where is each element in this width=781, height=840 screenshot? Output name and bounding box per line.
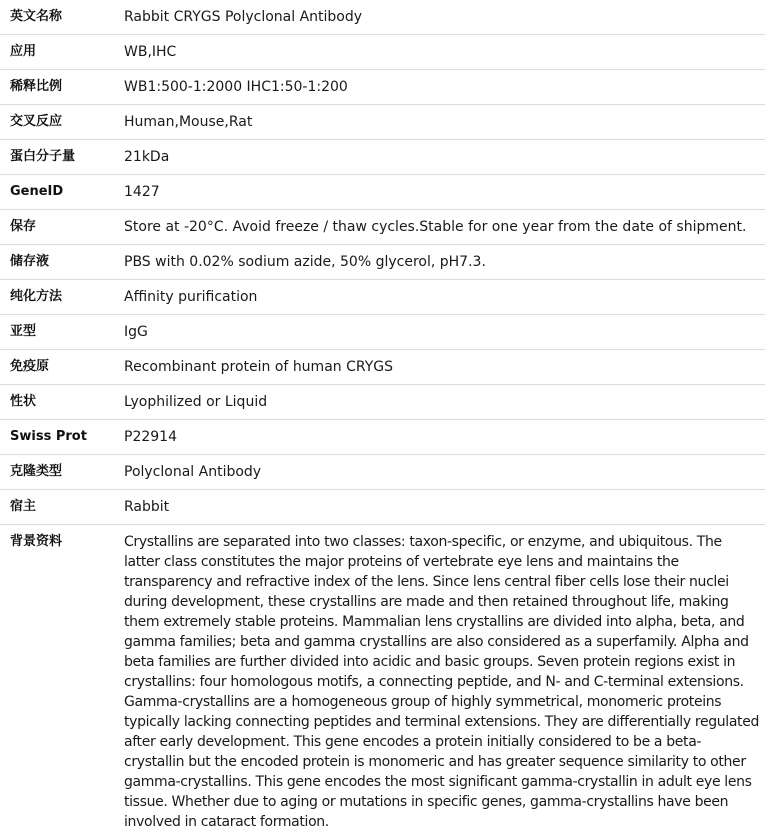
spec-label: 背景资料 — [10, 534, 63, 549]
spec-value: Recombinant protein of human CRYGS — [124, 350, 765, 385]
spec-row-english-name — [0, 0, 765, 35]
spec-value: 21kDa — [124, 140, 765, 175]
spec-value: P22914 — [124, 420, 765, 455]
spec-label: 交叉反应 — [0, 105, 124, 140]
spec-value: Polyclonal Antibody — [124, 455, 765, 490]
spec-value: WB,IHC — [124, 35, 765, 70]
spec-row-swiss-prot — [0, 420, 765, 455]
spec-value: 1427 — [124, 175, 765, 210]
spec-label: 纯化方法 — [0, 280, 124, 315]
spec-label: Swiss Prot — [0, 420, 124, 455]
spec-label: 性状 — [0, 385, 124, 420]
spec-label: 英文名称 — [0, 0, 124, 35]
spec-row-purification — [0, 280, 765, 315]
spec-label: 亚型 — [0, 315, 124, 350]
spec-row-clonality — [0, 455, 765, 490]
spec-row-dilution — [0, 70, 765, 105]
spec-label: GeneID — [0, 175, 124, 210]
spec-row-immunogen — [0, 350, 765, 385]
spec-row-storage — [0, 210, 765, 245]
spec-label: 保存 — [0, 210, 124, 245]
spec-row-form — [0, 385, 765, 420]
spec-value: Rabbit CRYGS Polyclonal Antibody — [124, 0, 765, 35]
spec-value: Rabbit — [124, 490, 765, 525]
spec-label: 蛋白分子量 — [0, 140, 124, 175]
spec-row-storage-buffer — [0, 245, 765, 280]
spec-label: 稀释比例 — [0, 70, 124, 105]
spec-value: IgG — [124, 315, 765, 350]
spec-value: Human,Mouse,Rat — [124, 105, 765, 140]
spec-label: 储存液 — [0, 245, 124, 280]
spec-value: Lyophilized or Liquid — [124, 385, 765, 420]
spec-value: PBS with 0.02% sodium azide, 50% glycerol, pH7.3. — [124, 245, 765, 280]
spec-value: Affinity purification — [124, 280, 765, 315]
background-paragraph: Crystallins are separated into two classes: taxon-specific, or enzyme, and ubiquitous. The latter class constitutes the major proteins of vertebrate eye lens and maintains the transparency and refractive index of the lens. Since lens central fiber cells lose their nuclei during development, these crystallins are made and then retained throughout life, making them extremely stable proteins. Mammalian lens crystallins are divided into alpha, beta, and gamma families; beta and gamma crystallins are also considered as a superfamily. Alpha and beta families are further divided into acidic and basic groups. Seven protein regions exist in crystallins: four homologous motifs, a connecting peptide, and N- and C-terminal extensions. Gamma-crystallins are a homogeneous group of highly symmetrical, monomeric proteins typically lacking connecting peptides and terminal extensions. They are differentially regulated after early development. This gene encodes a protein initially considered to be a beta-crystallin but the encoded protein is monomeric and has greater sequence similarity to other gamma-crystallins. This gene encodes the most significant gamma-crystallin in adult eye lens tissue. Whether due to aging or mutations in specific genes, gamma-crystallins have been involved in cataract formation. — [124, 534, 759, 830]
spec-value: Store at -20°C. Avoid freeze / thaw cycles.Stable for one year from the date of shipment. — [124, 210, 765, 245]
spec-row-reactivity — [0, 105, 765, 140]
spec-row-host — [0, 490, 765, 525]
spec-row-gene-id — [0, 175, 765, 210]
spec-label: 应用 — [0, 35, 124, 70]
spec-label: 免疫原 — [0, 350, 124, 385]
spec-row-isotype — [0, 315, 765, 350]
spec-label: 宿主 — [0, 490, 124, 525]
spec-row-application — [0, 35, 765, 70]
spec-row-molecular-weight — [0, 140, 765, 175]
spec-label: 克隆类型 — [0, 455, 124, 490]
spec-row-background — [0, 525, 765, 840]
spec-value: WB1:500-1:2000 IHC1:50-1:200 — [124, 70, 765, 105]
